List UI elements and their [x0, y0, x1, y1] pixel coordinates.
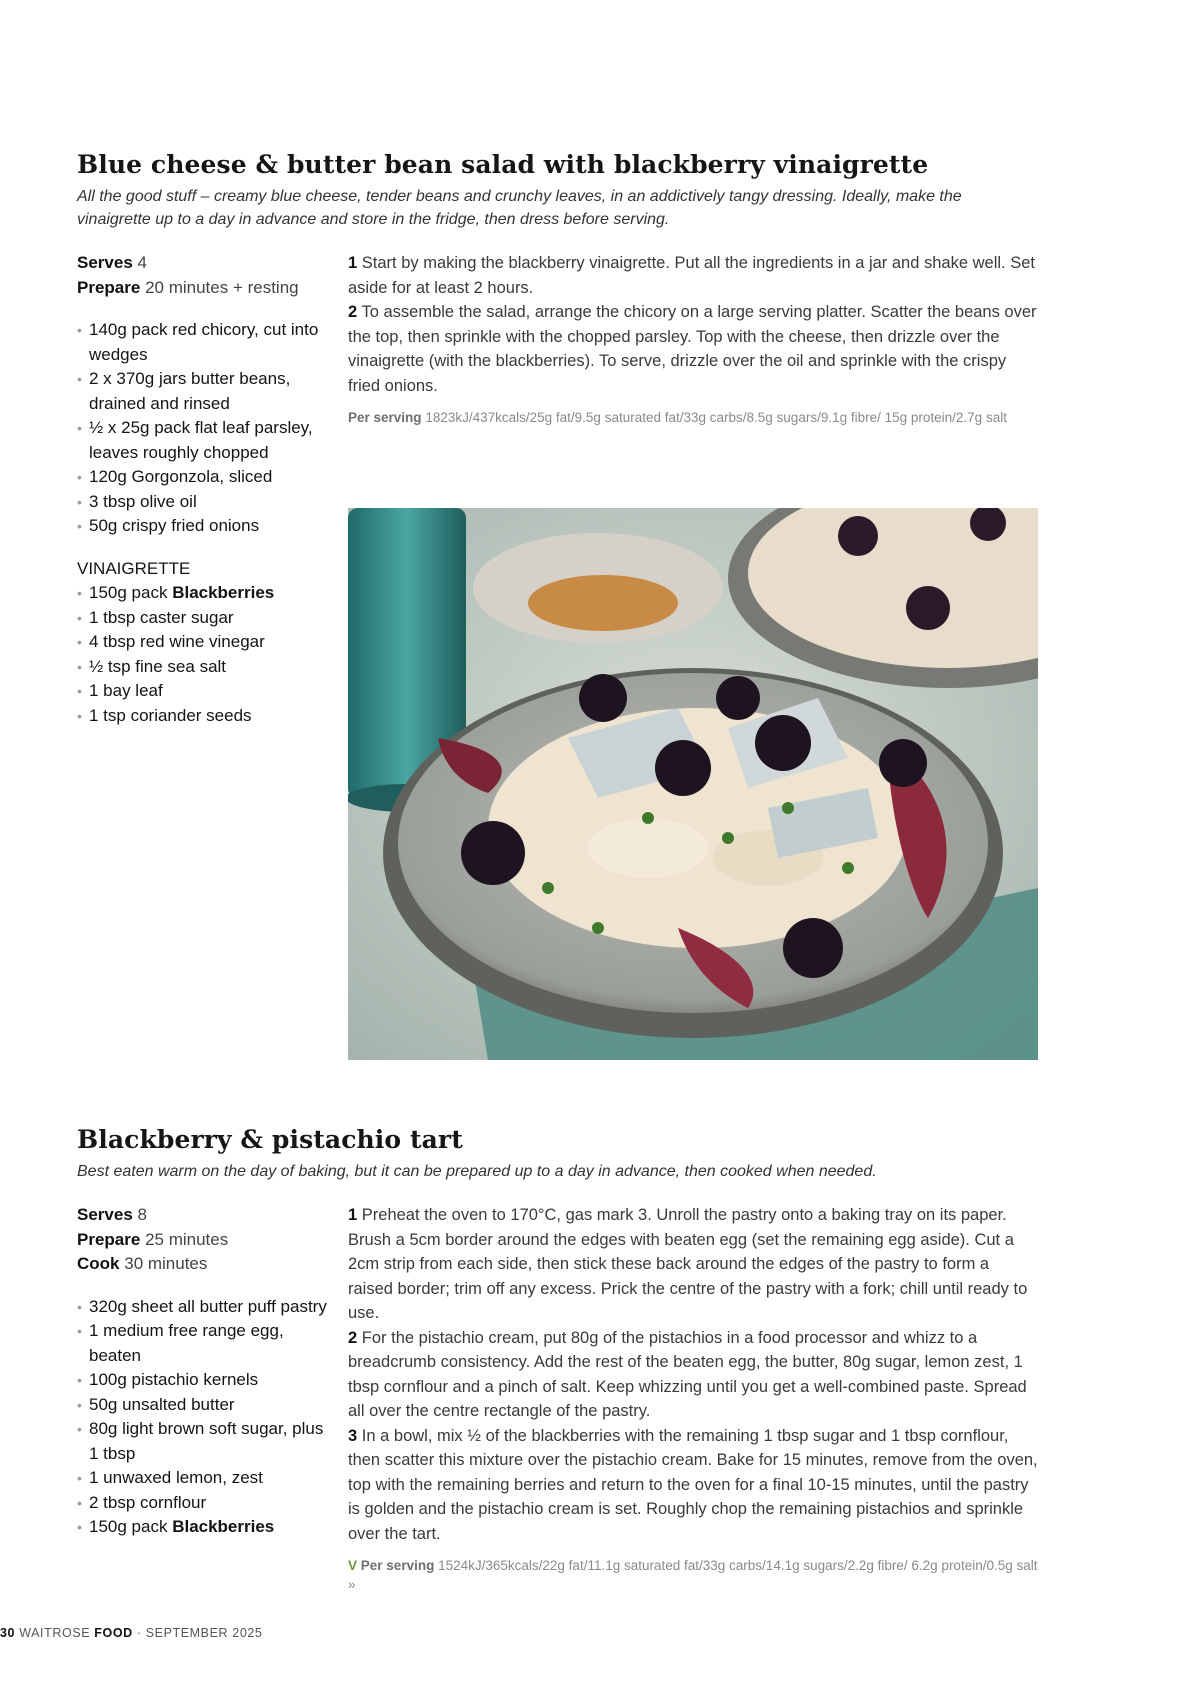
ingredient-item: • ½ tsp fine sea salt	[77, 655, 337, 680]
serves-line	[77, 1203, 337, 1228]
recipe-title: Blue cheese & butter bean salad with blackberry vinaigrette	[77, 150, 929, 179]
method-step	[348, 1424, 1038, 1547]
ingredient-item: • 2 x 370g jars butter beans, drained and rinsed	[77, 367, 337, 416]
ingredient-bold-text: Blackberries	[172, 583, 275, 602]
ingredient-item	[77, 581, 337, 606]
prepare-label: Prepare	[77, 277, 141, 297]
ingredient-text: 150g pack	[89, 583, 173, 602]
method-step	[348, 300, 1038, 398]
recipe-blue-cheese-salad	[77, 150, 1037, 725]
nutrition-label: Per serving	[348, 410, 422, 425]
page-footer	[0, 1626, 262, 1640]
step-number: 1	[348, 1206, 358, 1224]
cook-line	[77, 1252, 337, 1277]
serves-value: 8	[137, 1205, 147, 1224]
page-number: 30	[0, 1626, 16, 1640]
ingredient-item: • ½ x 25g pack flat leaf parsley, leaves roughly chopped	[77, 416, 337, 465]
method-step	[348, 1203, 1038, 1326]
recipe-intro: All the good stuff – creamy blue cheese, tender beans and crunchy leaves, in an addictively tangy dressing. Ideally, make the vinaigrette up to a day in advance and store in the fridge, then dress before serving.	[77, 188, 962, 228]
ingredient-item: • 1 unwaxed lemon, zest	[77, 1466, 337, 1491]
nutrition-label: Per serving	[360, 1558, 435, 1573]
step-number: 3	[348, 1426, 358, 1445]
ingredients-column	[77, 1203, 337, 1540]
ingredient-item: • 50g unsalted butter	[77, 1393, 337, 1418]
step-number: 2	[348, 1328, 358, 1347]
salad-photo	[348, 508, 1038, 1060]
vegetarian-mark: V	[348, 1558, 358, 1573]
serves-label: Serves	[77, 1205, 133, 1224]
ingredient-bold-text: Blackberries	[172, 1517, 275, 1536]
ingredient-item	[77, 1515, 337, 1540]
step-text: Start by making the blackberry vinaigrette. Put all the ingredients in a jar and shake well. Set aside for at least 2 hours.	[348, 254, 1035, 297]
recipe-intro: Best eaten warm on the day of baking, but it can be prepared up to a day in advance, then cooked when needed.	[77, 1163, 877, 1180]
ingredient-item: • 80g light brown soft sugar, plus 1 tbsp	[77, 1417, 337, 1466]
prepare-line	[77, 1228, 337, 1253]
step-text: For the pistachio cream, put 80g of the pistachios in a food processor and whizz to a breadcrumb consistency. Add the rest of the beaten egg, the butter, 80g sugar, lemon zest, 1 tbsp cornflour and a pinch of salt. Keep whizzing until you get a well-combined paste. Spread all over the centre rectangle of the pastry.	[348, 1328, 1027, 1420]
magazine-name-bold: FOOD	[94, 1626, 133, 1640]
vinaigrette-heading: VINAIGRETTE	[77, 558, 191, 578]
step-text: To assemble the salad, arrange the chicory on a large serving platter. Scatter the beans over the top, then sprinkle with the chopped parsley. Top with the cheese, then drizzle over the vinaigrette (with the blackberries). To serve, drizzle over the oil and sprinkle with the crispy fried onions.	[348, 303, 1037, 395]
issue-date: · SEPTEMBER 2025	[132, 1626, 263, 1640]
prepare-label: Prepare	[77, 1229, 141, 1249]
step-number: 2	[348, 303, 358, 321]
nutrition-values: 1823kJ/437kcals/25g fat/9.5g saturated fat/33g carbs/8.5g sugars/9.1g fibre/ 15g protein/2.7g salt	[425, 410, 1007, 425]
method-column	[348, 1203, 1038, 1594]
ingredient-item: • 3 tbsp olive oil	[77, 490, 337, 515]
ingredient-item: • 1 tsp coriander seeds	[77, 704, 337, 729]
method-step	[348, 251, 1038, 300]
ingredient-item: • 1 medium free range egg, beaten	[77, 1319, 337, 1368]
prepare-value: 20 minutes + resting	[145, 277, 299, 297]
prepare-value: 25 minutes	[145, 1229, 229, 1249]
ingredients-column	[77, 251, 337, 728]
nutrition-info	[348, 408, 1038, 427]
ingredient-item: • 50g crispy fried onions	[77, 514, 337, 539]
ingredient-list	[77, 318, 337, 539]
recipe-blackberry-tart	[77, 1125, 1038, 1592]
magazine-name: WAITROSE	[19, 1626, 95, 1640]
method-step	[348, 1326, 1038, 1424]
ingredient-item: • 1 bay leaf	[77, 679, 337, 704]
serves-line	[77, 251, 337, 276]
ingredient-item: • 100g pistachio kernels	[77, 1368, 337, 1393]
ingredient-item: • 120g Gorgonzola, sliced	[77, 465, 337, 490]
serves-value: 4	[137, 253, 147, 272]
serves-label: Serves	[77, 253, 133, 272]
ingredient-list	[77, 1295, 337, 1540]
step-number: 1	[348, 254, 358, 272]
prepare-line	[77, 276, 337, 301]
step-text: In a bowl, mix ½ of the blackberries with the remaining 1 tbsp sugar and 1 tbsp cornflour, then scatter this mixture over the pistachio cream. Bake for 15 minutes, remove from the oven, top with the remaining berries and return to the oven for a final 10-15 minutes, until the pastry is golden and the pistachio cream is set. Roughly chop the remaining pistachios and sprinkle over the tart.	[348, 1426, 1038, 1543]
recipe-title: Blackberry & pistachio tart	[77, 1125, 463, 1154]
step-text: Preheat the oven to 170°C, gas mark 3. Unroll the pastry onto a baking tray on its paper. Brush a 5cm border around the edges with beaten egg (set the remaining egg aside). Cut a 2cm strip from each side, then stick these back around the edges of the pastry to form a raised border; trim off any excess. Prick the centre of the pastry with a fork; chill until ready to use.	[348, 1206, 1028, 1322]
vinaigrette-list	[77, 581, 337, 728]
ingredient-text: 150g pack	[89, 1517, 173, 1536]
nutrition-info	[348, 1556, 1038, 1594]
method-column	[348, 251, 1038, 427]
ingredient-item: • 320g sheet all butter puff pastry	[77, 1295, 337, 1320]
ingredient-item: • 4 tbsp red wine vinegar	[77, 630, 337, 655]
ingredient-item: • 140g pack red chicory, cut into wedges	[77, 318, 337, 367]
cook-label: Cook	[77, 1254, 120, 1273]
ingredient-item: • 2 tbsp cornflour	[77, 1491, 337, 1516]
ingredient-item: • 1 tbsp caster sugar	[77, 606, 337, 631]
cook-value: 30 minutes	[124, 1254, 208, 1273]
nutrition-values: 1524kJ/365kcals/22g fat/11.1g saturated fat/33g carbs/14.1g sugars/2.2g fibre/ 6.2g protein/0.5g salt »	[348, 1558, 1038, 1592]
